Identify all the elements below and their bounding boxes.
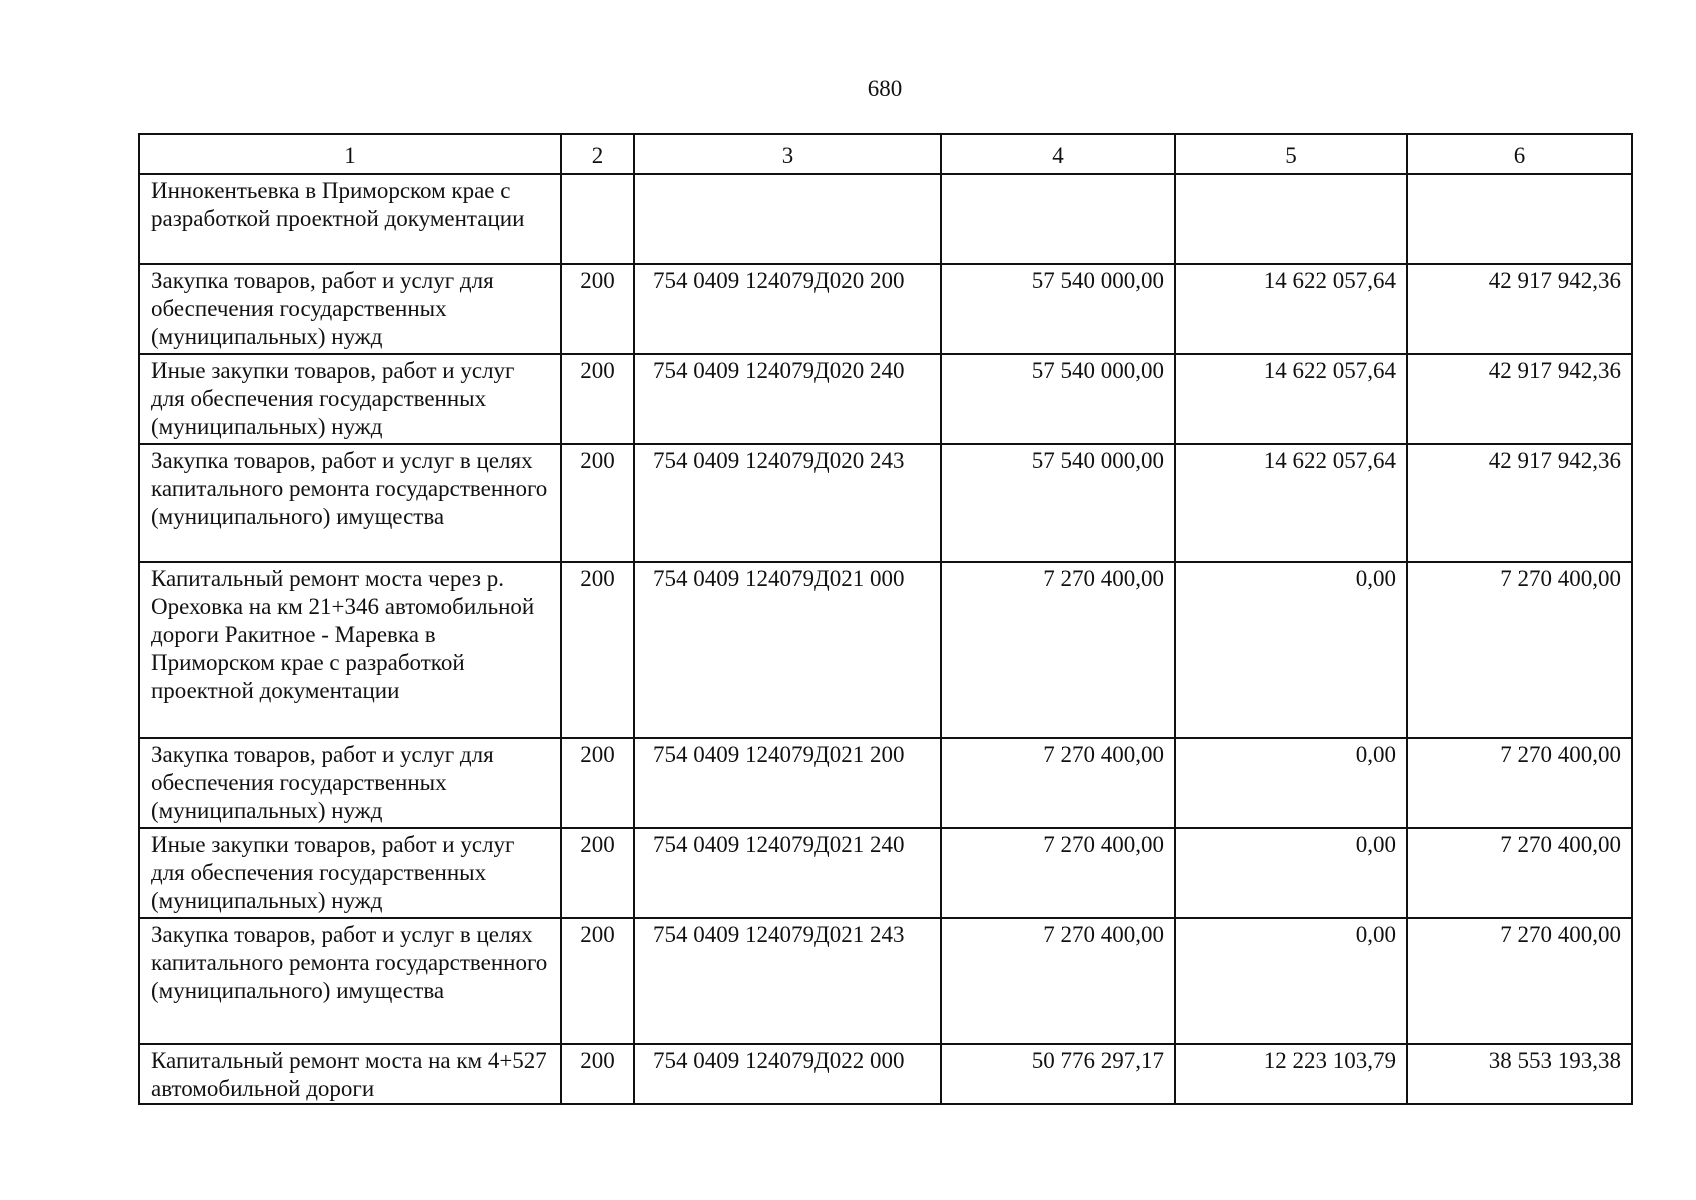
row-value4-cell: 57 540 000,00 bbox=[941, 354, 1175, 444]
table-row bbox=[139, 828, 1632, 918]
row-value4-cell: 50 776 297,17 bbox=[941, 1044, 1175, 1104]
page-number: 680 bbox=[867, 76, 903, 101]
column-header: 3 bbox=[634, 134, 941, 174]
row-value5-cell: 14 622 057,64 bbox=[1175, 264, 1407, 354]
row-code-cell: 754 0409 124079Д020 243 bbox=[634, 444, 941, 562]
row-value6-cell: 42 917 942,36 bbox=[1407, 444, 1632, 562]
row-name-cell: Капитальный ремонт моста через р. Ореховка на км 21+346 автомобильной дороги Ракитное - Маревка в Приморском крае с разработкой проектной документации bbox=[139, 562, 561, 738]
budget-table bbox=[138, 133, 1633, 1105]
table-row bbox=[139, 918, 1632, 1044]
column-header: 6 bbox=[1407, 134, 1632, 174]
row-col2-cell: 200 bbox=[561, 1044, 634, 1104]
table-row bbox=[139, 174, 1632, 264]
row-value6-cell: 42 917 942,36 bbox=[1407, 354, 1632, 444]
row-value4-cell: 57 540 000,00 bbox=[941, 264, 1175, 354]
row-name-cell: Иные закупки товаров, работ и услуг для обеспечения государственных (муниципальных) нужд bbox=[139, 354, 561, 444]
row-value5-cell: 0,00 bbox=[1175, 562, 1407, 738]
row-value6-cell bbox=[1407, 174, 1632, 264]
column-header: 5 bbox=[1175, 134, 1407, 174]
column-header: 4 bbox=[941, 134, 1175, 174]
row-code-cell: 754 0409 124079Д021 243 bbox=[634, 918, 941, 1044]
row-value4-cell: 7 270 400,00 bbox=[941, 738, 1175, 828]
table-row bbox=[139, 1044, 1632, 1104]
table-row bbox=[139, 562, 1632, 738]
row-value6-cell: 7 270 400,00 bbox=[1407, 738, 1632, 828]
row-col2-cell: 200 bbox=[561, 264, 634, 354]
column-header: 2 bbox=[561, 134, 634, 174]
row-value6-cell: 38 553 193,38 bbox=[1407, 1044, 1632, 1104]
row-value6-cell: 7 270 400,00 bbox=[1407, 918, 1632, 1044]
row-code-cell: 754 0409 124079Д021 000 bbox=[634, 562, 941, 738]
row-code-cell: 754 0409 124079Д021 200 bbox=[634, 738, 941, 828]
row-code-cell: 754 0409 124079Д022 000 bbox=[634, 1044, 941, 1104]
row-col2-cell: 200 bbox=[561, 738, 634, 828]
row-value5-cell: 0,00 bbox=[1175, 918, 1407, 1044]
row-value4-cell: 7 270 400,00 bbox=[941, 562, 1175, 738]
row-col2-cell: 200 bbox=[561, 562, 634, 738]
row-value5-cell: 12 223 103,79 bbox=[1175, 1044, 1407, 1104]
row-name-cell: Закупка товаров, работ и услуг для обеспечения государственных (муниципальных) нужд bbox=[139, 264, 561, 354]
row-code-cell bbox=[634, 174, 941, 264]
row-name-cell: Закупка товаров, работ и услуг в целях капитального ремонта государственного (муниципального) имущества bbox=[139, 918, 561, 1044]
row-value5-cell bbox=[1175, 174, 1407, 264]
row-col2-cell: 200 bbox=[561, 828, 634, 918]
row-code-cell: 754 0409 124079Д020 240 bbox=[634, 354, 941, 444]
table-row bbox=[139, 354, 1632, 444]
row-value5-cell: 0,00 bbox=[1175, 738, 1407, 828]
table-row bbox=[139, 738, 1632, 828]
row-col2-cell: 200 bbox=[561, 444, 634, 562]
row-code-cell: 754 0409 124079Д021 240 bbox=[634, 828, 941, 918]
row-value5-cell: 14 622 057,64 bbox=[1175, 444, 1407, 562]
column-header: 1 bbox=[139, 134, 561, 174]
row-value6-cell: 7 270 400,00 bbox=[1407, 828, 1632, 918]
row-value4-cell: 57 540 000,00 bbox=[941, 444, 1175, 562]
table-row bbox=[139, 444, 1632, 562]
table-row bbox=[139, 264, 1632, 354]
row-code-cell: 754 0409 124079Д020 200 bbox=[634, 264, 941, 354]
row-col2-cell: 200 bbox=[561, 918, 634, 1044]
row-value5-cell: 14 622 057,64 bbox=[1175, 354, 1407, 444]
row-name-cell: Закупка товаров, работ и услуг в целях капитального ремонта государственного (муниципального) имущества bbox=[139, 444, 561, 562]
row-name-cell: Иные закупки товаров, работ и услуг для обеспечения государственных (муниципальных) нужд bbox=[139, 828, 561, 918]
row-value4-cell: 7 270 400,00 bbox=[941, 828, 1175, 918]
row-col2-cell: 200 bbox=[561, 354, 634, 444]
row-name-cell: Закупка товаров, работ и услуг для обеспечения государственных (муниципальных) нужд bbox=[139, 738, 561, 828]
row-value5-cell: 0,00 bbox=[1175, 828, 1407, 918]
row-name-cell: Капитальный ремонт моста на км 4+527 автомобильной дороги bbox=[139, 1044, 561, 1104]
row-value6-cell: 42 917 942,36 bbox=[1407, 264, 1632, 354]
row-value4-cell bbox=[941, 174, 1175, 264]
row-value6-cell: 7 270 400,00 bbox=[1407, 562, 1632, 738]
row-col2-cell bbox=[561, 174, 634, 264]
row-name-cell: Иннокентьевка в Приморском крае с разработкой проектной документации bbox=[139, 174, 561, 264]
table-header-row bbox=[139, 134, 1632, 174]
row-value4-cell: 7 270 400,00 bbox=[941, 918, 1175, 1044]
